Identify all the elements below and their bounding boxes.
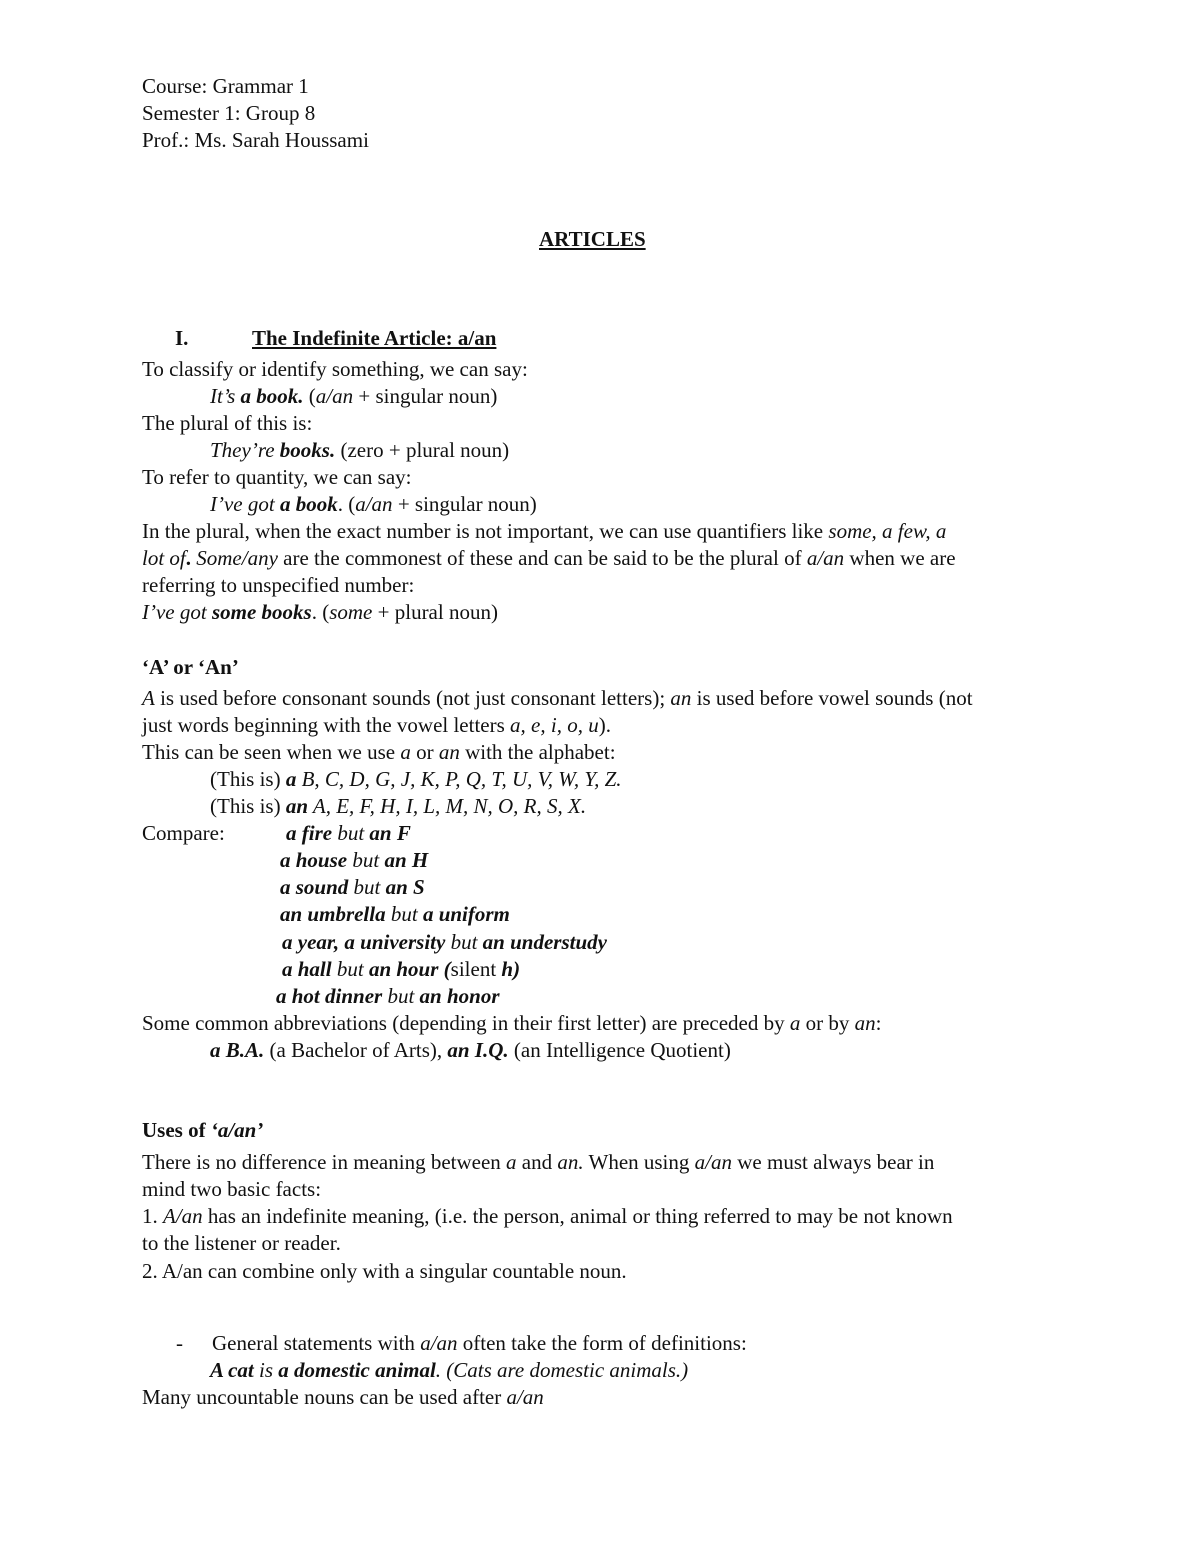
compare-item: a house but an H	[280, 848, 429, 872]
text-line: to the listener or reader.	[142, 1231, 341, 1255]
example-line: a B.A. (a Bachelor of Arts), an I.Q. (an Intelligence Quotient)	[210, 1038, 731, 1062]
text-line: A is used before consonant sounds (not just consonant letters); an is used before vowel sounds (not	[142, 686, 973, 710]
example-line: It’s a book. (a/an + singular noun)	[210, 384, 498, 408]
text-line: 2. A/an can combine only with a singular countable noun.	[142, 1259, 627, 1283]
text-line: Some common abbreviations (depending in their first letter) are preceded by a or by an:	[142, 1011, 882, 1035]
compare-item: an umbrella but a uniform	[280, 902, 510, 926]
section-number: I.	[175, 326, 189, 350]
example-line: (This is) an A, E, F, H, I, L, M, N, O, R, S, X.	[210, 794, 587, 818]
text-line: There is no difference in meaning between a and an. When using a/an we must always bear in	[142, 1150, 935, 1174]
course-line: Course: Grammar 1	[142, 74, 309, 98]
page-title: ARTICLES	[539, 227, 646, 251]
compare-item: a year, a university but an understudy	[282, 930, 607, 954]
text-line: 1. A/an has an indefinite meaning, (i.e. the person, animal or thing referred to may be not known	[142, 1204, 953, 1228]
text-line: The plural of this is:	[142, 411, 313, 435]
compare-item: a sound but an S	[280, 875, 425, 899]
subheading-a-or-an: ‘A’ or ‘An’	[142, 655, 239, 679]
compare-item: a fire but an F	[286, 821, 411, 845]
text-line: To classify or identify something, we can say:	[142, 357, 528, 381]
compare-label: Compare:	[142, 821, 225, 845]
example-line: (This is) a B, C, D, G, J, K, P, Q, T, U, V, W, Y, Z.	[210, 767, 622, 791]
example-line: They’re books. (zero + plural noun)	[210, 438, 510, 462]
compare-item: a hot dinner but an honor	[276, 984, 500, 1008]
text-line: In the plural, when the exact number is not important, we can use quantifiers like some, a few, a	[142, 519, 947, 543]
text-line: referring to unspecified number:	[142, 573, 415, 597]
professor-line: Prof.: Ms. Sarah Houssami	[142, 128, 369, 152]
bullet-text: General statements with a/an often take the form of definitions:	[212, 1331, 747, 1355]
compare-item: a hall but an hour (silent h)	[282, 957, 521, 981]
semester-line: Semester 1: Group 8	[142, 101, 316, 125]
example-line: A cat is a domestic animal. (Cats are domestic animals.)	[210, 1358, 689, 1382]
example-line: I’ve got a book. (a/an + singular noun)	[210, 492, 537, 516]
subheading-uses: Uses of ‘a/an’	[142, 1118, 264, 1142]
bullet-dash: -	[176, 1331, 183, 1355]
example-line: I’ve got some books. (some + plural noun)	[142, 600, 498, 624]
text-line: Many uncountable nouns can be used after a/an	[142, 1385, 544, 1409]
text-line: mind two basic facts:	[142, 1177, 322, 1201]
text-line: This can be seen when we use a or an with the alphabet:	[142, 740, 616, 764]
text-line: To refer to quantity, we can say:	[142, 465, 412, 489]
text-line: lot of. Some/any are the commonest of these and can be said to be the plural of a/an when we are	[142, 546, 956, 570]
section-heading: The Indefinite Article: a/an	[252, 326, 497, 350]
text-line: just words beginning with the vowel letters a, e, i, o, u).	[142, 713, 611, 737]
